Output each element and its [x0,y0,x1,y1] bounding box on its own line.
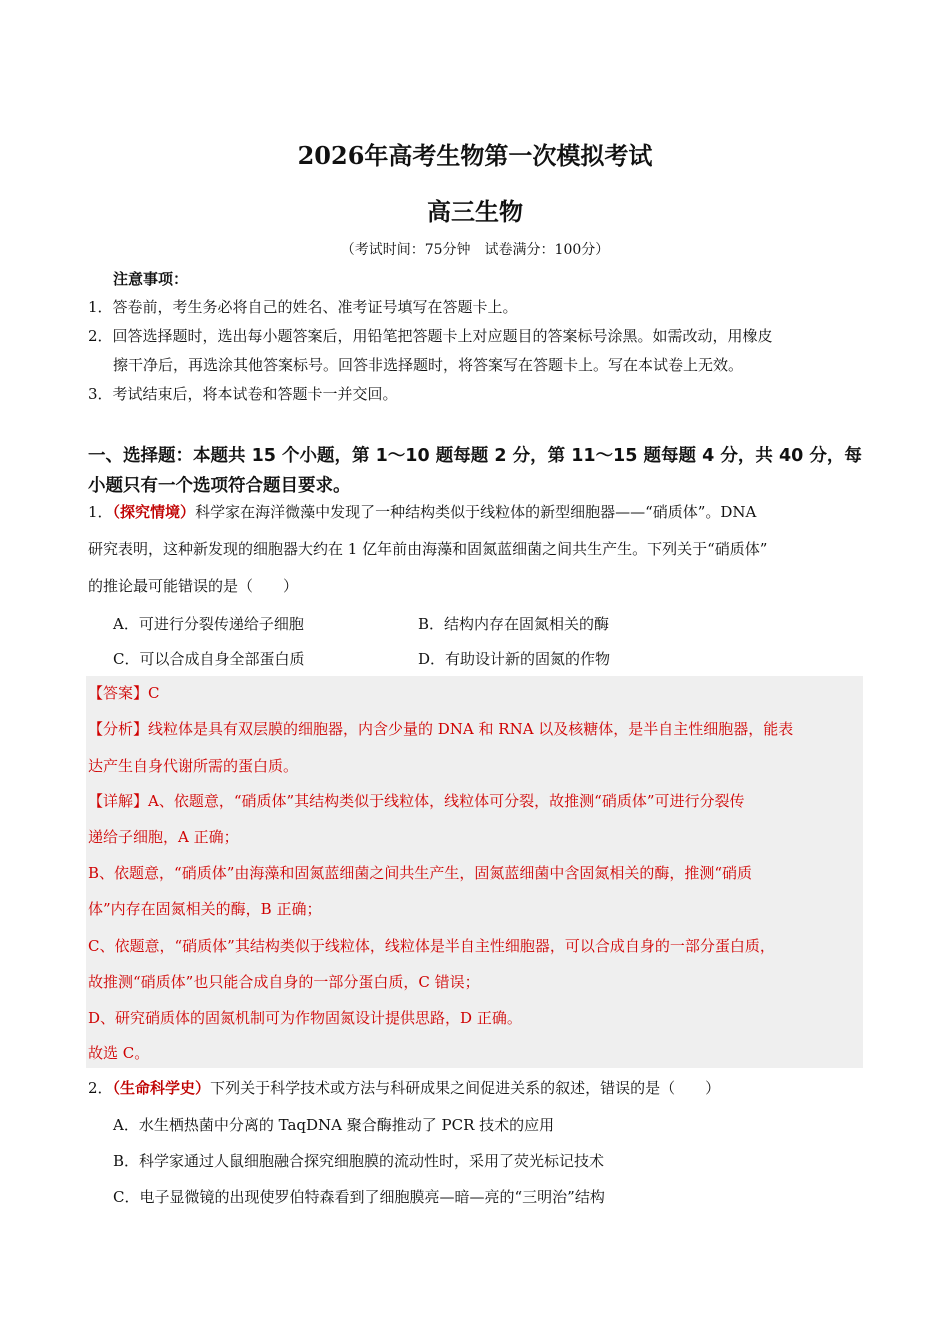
question-2-number: 2． [88,1079,113,1097]
detail-line-4: 体”内存在固氮相关的酶，B 正确； [88,900,322,918]
answer-line: 【答案】C [88,684,160,702]
analysis-line-2: 达产生自身代谢所需的蛋白质。 [88,757,299,775]
detail-line-5: C、依题意，“硝质体”其结构类似于线粒体，线粒体是半自主性细胞器，可以合成自身的一部分蛋白质， [88,937,775,955]
notice-heading: 注意事项： [113,270,189,288]
question-1-stem-1: 科学家在海洋微藻中发现了一种结构类似于线粒体的新型细胞器——“硝质体”。DNA [195,503,757,521]
exam-subtitle: 高三生物 [427,197,523,226]
question-1-option-a: A．可进行分裂传递给子细胞 [113,615,304,633]
detail-line-3: B、依题意，“硝质体”由海藻和固氮蓝细菌之间共生产生，固氮蓝细菌中含固氮相关的酶，推测“硝质 [88,864,753,882]
section-heading-line2: 小题只有一个选项符合题目要求。 [88,476,351,496]
question-2-option-c: C．电子显微镜的出现使罗伯特森看到了细胞膜亮—暗—亮的“三明治”结构 [113,1188,605,1206]
question-2-line1 [88,1078,720,1098]
notice-item-2-cont: 擦干净后，再选涂其他答案标号。回答非选择题时，将答案写在答题卡上。写在本试卷上无效。 [113,356,744,374]
section-heading-line1: 一、选择题：本题共 15 个小题，第 1～10 题每题 2 分，第 11～15 题每题 4 分，共 40 分，每 [88,446,862,466]
notice-item-3: 3．考试结束后，将本试卷和答题卡一并交回。 [88,385,398,403]
question-1-line3: 的推论最可能错误的是（ ） [88,577,299,595]
notice-item-2: 2．回答选择题时，选出每小题答案后，用铅笔把答题卡上对应题目的答案标号涂黑。如需改动，用橡皮 [88,327,773,345]
analysis-line-1: 【分析】线粒体是具有双层膜的细胞器，内含少量的 DNA 和 RNA 以及核糖体，是半自主性细胞器，能表 [88,720,794,738]
exam-title: 2026年高考生物第一次模拟考试 [297,141,653,170]
question-1-option-d: D．有助设计新的固氮的作物 [418,650,611,668]
question-1-tag: （探究情境） [112,503,196,521]
question-1-number: 1． [88,503,113,521]
answer-conclusion: 故选 C。 [88,1044,150,1062]
question-1-line2: 研究表明，这种新发现的细胞器大约在 1 亿年前由海藻和固氮蓝细菌之间共生产生。下列关于“硝质体” [88,540,768,558]
question-1-option-c: C．可以合成自身全部蛋白质 [113,650,305,668]
question-1-option-b: B．结构内存在固氮相关的酶 [418,615,610,633]
exam-info: （考试时间：75分钟 试卷满分：100分） [340,242,610,258]
detail-line-6: 故推测“硝质体”也只能合成自身的一部分蛋白质，C 错误； [88,973,480,991]
question-2-option-a: A．水生栖热菌中分离的 TaqDNA 聚合酶推动了 PCR 技术的应用 [113,1116,555,1134]
detail-line-7: D、研究硝质体的固氮机制可为作物固氮设计提供思路，D 正确。 [88,1009,522,1027]
question-1-line1 [88,502,756,522]
detail-line-1: 【详解】A、依题意，“硝质体”其结构类似于线粒体，线粒体可分裂，故推测“硝质体”可进行分裂传 [88,792,745,810]
question-2-option-b: B．科学家通过人鼠细胞融合探究细胞膜的流动性时，采用了荧光标记技术 [113,1152,605,1170]
notice-item-1: 1．答卷前，考生务必将自己的姓名、准考证号填写在答题卡上。 [88,298,518,316]
question-2-tag: （生命科学史） [112,1079,211,1097]
question-2-stem: 下列关于科学技术或方法与科研成果之间促进关系的叙述，错误的是（ ） [210,1079,721,1097]
detail-line-2: 递给子细胞，A 正确； [88,828,239,846]
